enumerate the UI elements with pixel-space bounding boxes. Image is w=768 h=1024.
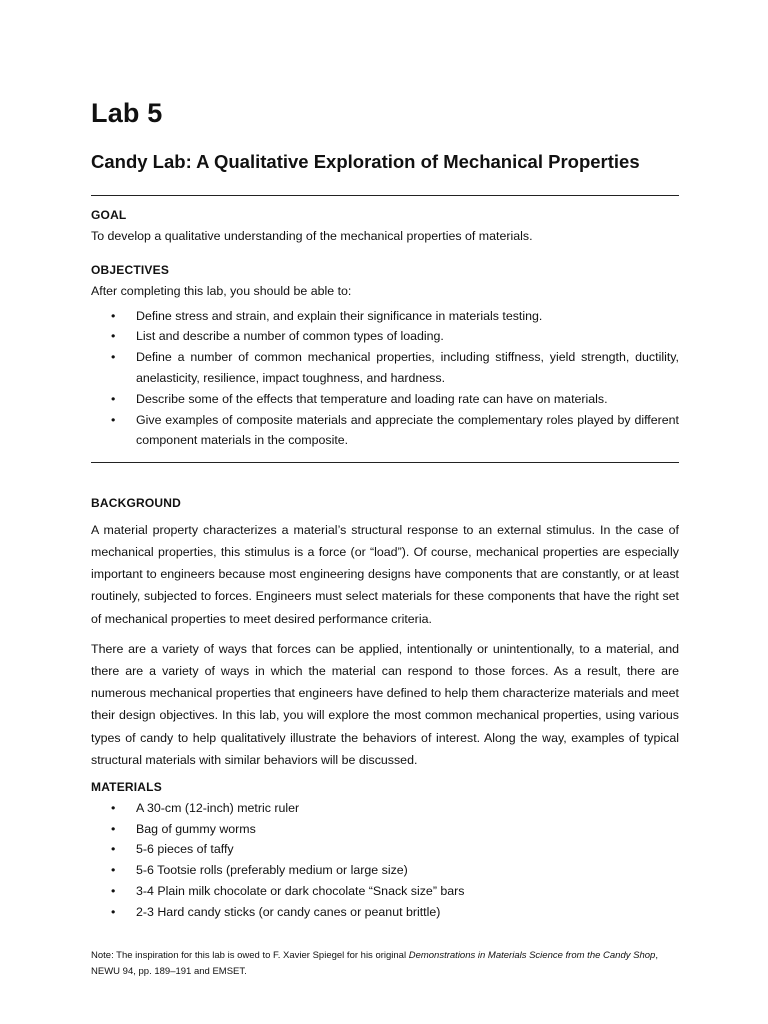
- lab-title: Lab 5: [91, 98, 163, 128]
- materials-section: [91, 777, 679, 923]
- list-item: • List and describe a number of common types of loading.: [91, 326, 679, 347]
- divider-top: [91, 195, 679, 196]
- list-item: • Bag of gummy worms: [91, 819, 679, 840]
- goal-heading: GOAL: [91, 208, 127, 222]
- list-item: • Describe some of the effects that temperature and loading rate can have on materials.: [91, 389, 679, 410]
- list-item: • 5-6 Tootsie rolls (preferably medium or large size): [91, 860, 679, 881]
- objectives-section: [91, 260, 679, 451]
- background-paragraph: There are a variety of ways that forces can be applied, intentionally or unintentionally, to a material, and there are a variety of ways in which the material can respond to those forces. As a result, there are numerous mechanical properties that engineers have defined to help them characterize materials and meet their design objectives. In this lab, you will explore the most common mechanical properties, using various types of candy to help qualitatively illustrate the behaviors of interest. Along the way, examples of typical structural materials with similar behaviors will be discussed.: [91, 641, 679, 767]
- lab-subtitle: Candy Lab: A Qualitative Exploration of Mechanical Properties: [91, 151, 640, 172]
- materials-list: [91, 798, 679, 923]
- goal-section: [91, 205, 679, 247]
- goal-text: To develop a qualitative understanding of the mechanical properties of materials.: [91, 228, 533, 243]
- list-item: • Define a number of common mechanical properties, including stiffness, yield strength, ductility, anelasticity, resilience, impact toughness, and hardness.: [91, 347, 679, 389]
- footnote: [91, 948, 679, 980]
- footnote-prefix: Note: The inspiration for this lab is owed to F. Xavier Spiegel for his original: [91, 950, 409, 961]
- list-item: • 2-3 Hard candy sticks (or candy canes or peanut brittle): [91, 902, 679, 923]
- background-heading: BACKGROUND: [91, 496, 181, 510]
- divider-middle: [91, 462, 679, 463]
- background-paragraph: A material property characterizes a material’s structural response to an external stimulus. In the case of mechanical properties, this stimulus is a force (or “load”). Of course, mechanical properties are especially important to engineers because most engineering designs have components that are constantly, or at least routinely, subjected to forces. Engineers must select materials for these components that have the right set of mechanical properties to meet desired performance criteria.: [91, 522, 679, 626]
- list-item: • 3-4 Plain milk chocolate or dark chocolate “Snack size” bars: [91, 881, 679, 902]
- objectives-heading: OBJECTIVES: [91, 263, 170, 277]
- list-item: • 5-6 pieces of taffy: [91, 839, 679, 860]
- footnote-title: Demonstrations in Materials Science from the Candy Shop: [408, 950, 656, 961]
- materials-heading: MATERIALS: [91, 780, 162, 794]
- objectives-list: [91, 306, 679, 452]
- list-item: • Define stress and strain, and explain their significance in materials testing.: [91, 306, 679, 327]
- list-item: • A 30-cm (12-inch) metric ruler: [91, 798, 679, 819]
- objectives-intro: After completing this lab, you should be able to:: [91, 283, 352, 298]
- list-item: • Give examples of composite materials and appreciate the complementary roles played by different component materials in the composite.: [91, 410, 679, 452]
- background-section: [91, 493, 679, 771]
- footnote-suffix: , NEWU 94, pp. 189–191 and EMSET.: [91, 950, 658, 977]
